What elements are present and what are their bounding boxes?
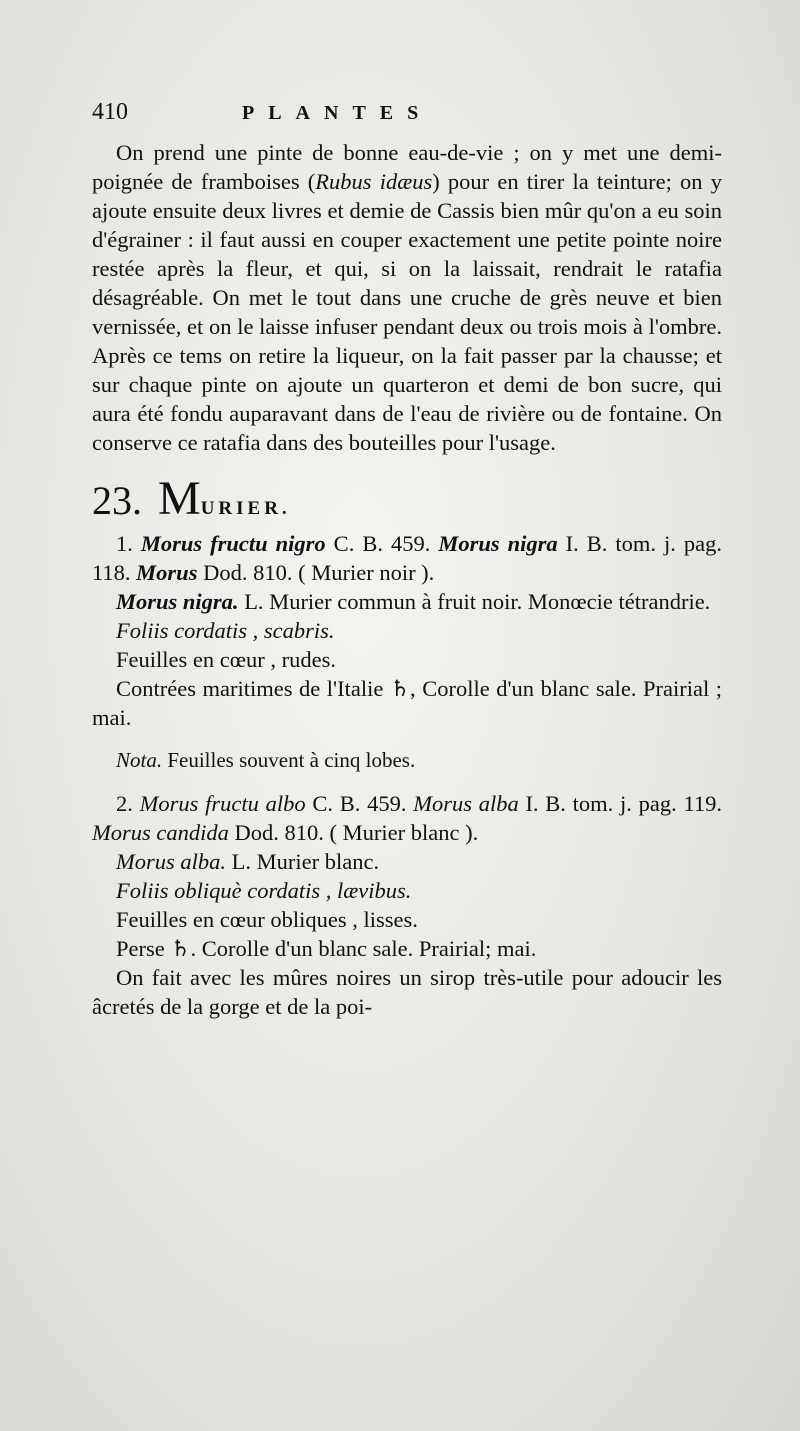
entry-1-linnaean-name: Morus nigra. <box>116 589 239 614</box>
intro-latin-name: Rubus idæus <box>315 169 433 194</box>
nota-paragraph <box>92 746 722 775</box>
entry-2-latin-1: Morus fructu albo <box>139 791 306 816</box>
entry-2-ref-3: Dod. 810. ( Murier blanc ). <box>228 820 479 845</box>
page-header <box>92 98 722 128</box>
entry-1-habitat: Contrées maritimes de l'Italie ♄, Corolle d'un blanc sale. Prairial ; mai. <box>92 676 722 730</box>
entry-2-linnaean-rest: L. Murier blanc. <box>226 849 380 874</box>
entry-1-latin-1: Morus fructu nigro <box>140 531 326 556</box>
entry-2-synonyms <box>92 789 722 847</box>
entry-2-latin-2: Morus alba <box>413 791 519 816</box>
page-text-block <box>92 98 722 1021</box>
entry-2-ref-2: I. B. tom. j. pag. 119. <box>518 791 723 816</box>
entry-2-habitat: Perse ♄. Corolle d'un blanc sale. Prairial; mai. <box>116 936 537 961</box>
section-heading <box>92 472 722 525</box>
entry-2-ref-1: C. B. 459. <box>305 791 414 816</box>
entry-1-diagnosis: Foliis cordatis , scabris. <box>116 618 335 643</box>
entry-1-linnaean-rest: L. Murier commun à fruit noir. Monœcie tétrandrie. <box>238 589 711 614</box>
entry-1-diagnosis-fr: Feuilles en cœur , rudes. <box>116 647 336 672</box>
section-initial: M <box>158 472 201 525</box>
page-number: 410 <box>92 99 128 125</box>
entry-2-closing: On fait avec les mûres noires un sirop très-utile pour adoucir les âcretés de la gorge et de la poi- <box>92 965 722 1019</box>
entry-1-ref-2: I. B. tom. j. pag. 118. <box>92 531 722 585</box>
entry-1-latin-3: Morus <box>136 560 198 585</box>
entry-1-number: 1. <box>116 531 133 556</box>
entry-1-ref-1: C. B. 459. <box>325 531 439 556</box>
entry-2-number: 2. <box>116 791 133 816</box>
intro-text-start: On prend une pinte de bonne eau-de-vie ; on y met une demi-poignée de framboises ( <box>92 140 722 194</box>
nota-text: Feuilles souvent à cinq lobes. <box>162 748 416 772</box>
entry-1-ref-3: Dod. 810. ( Murier noir ). <box>197 560 435 585</box>
section-title-rest: URIER. <box>200 498 291 519</box>
entry-2-diagnosis: Foliis obliquè cordatis , lævibus. <box>116 878 412 903</box>
running-title: PLANTES <box>242 102 433 124</box>
entry-2-diagnosis-fr: Feuilles en cœur obliques , lisses. <box>116 907 418 932</box>
entry-1-linnaean <box>92 587 722 616</box>
nota-label: Nota. <box>116 748 163 772</box>
intro-paragraph <box>92 138 722 457</box>
entry-2-linnaean <box>92 847 722 876</box>
entry-2-latin-3: Morus candida <box>92 820 229 845</box>
entry-2-linnaean-name: Morus alba. <box>116 849 227 874</box>
entry-1-synonyms <box>92 529 722 587</box>
entry-1-latin-2: Morus nigra <box>438 531 558 556</box>
intro-text-rest: ) pour en tirer la teinture; on y ajoute ensuite deux livres et demie de Cassis bien mûr qu'on a eu soin d'égrainer : il faut aussi en couper exactement une petite pointe noire restée après la fleur, et qui, si on la laissait, rendrait le ratafia désagréable. On met le tout dans une cruche de grès neuve et bien vernissée, et on le laisse infuser pendant deux ou trois mois à l'ombre. Après ce tems on retire la liqueur, on la fait passer par la chausse; et sur chaque pinte on ajoute un quarteron et demi de bon sucre, qui aura été fondu auparavant dans de l'eau de rivière ou de fontaine. On conserve ce ratafia dans des bouteilles pour l'usage. <box>92 169 723 455</box>
section-number: 23. <box>92 478 142 523</box>
